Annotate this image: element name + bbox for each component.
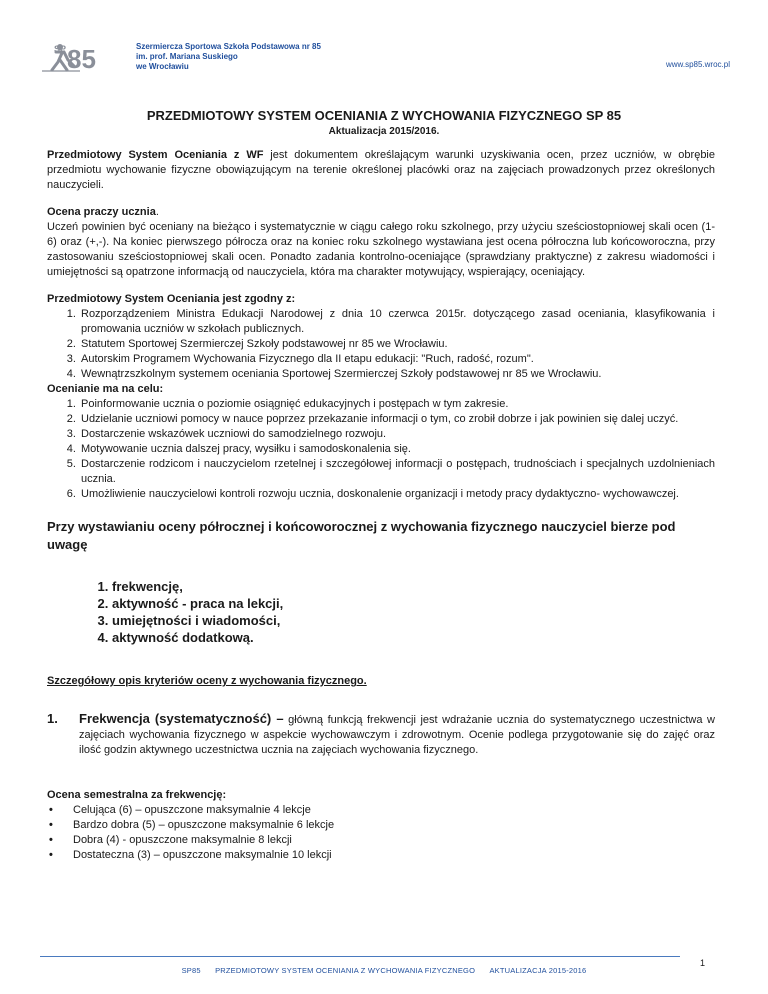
school-name: [136, 42, 321, 72]
list-item: 3. Dostarczenie wskazówek uczniowi do samodzielnego rozwoju.: [79, 427, 715, 442]
list-item: 1. Poinformowanie ucznia o poziomie osiągnięć edukacyjnych i postępach w tym zakresie.: [79, 397, 715, 412]
list-item: 2. Udzielanie uczniowi pomocy w nauce poprzez przekazanie informacji o tym, co zrobił dobrze i jak powinien się dalej uczyć.: [79, 412, 715, 427]
footer-left: SP85: [181, 966, 201, 975]
intro-text: jest dokumentem określającym warunki uzyskiwania ocen, przez uczniów, w obrębie przedmiotu wychowanie fizyczne obowiązującym na terenie określonej placówki oraz na zajęciach prowadzonych przez określonych nauczycieli.: [47, 149, 715, 191]
page-number: 1: [700, 958, 706, 968]
list-item: 4. Motywowanie ucznia dalszej pracy, wysiłku i samodoskonalenia się.: [79, 442, 715, 457]
list-item: • Celująca (6) – opuszczone maksymalnie 4 lekcje: [67, 803, 715, 818]
wystawianie-list: [47, 578, 715, 646]
ocena-pracy-heading: [47, 205, 715, 220]
list-item: 1. frekwencję,: [112, 578, 715, 595]
frekwencja-lead: Frekwencja (systematyczność) –: [79, 711, 284, 726]
list-item: 3. Autorskim Programem Wychowania Fizycznego dla II etapu edukacji: "Ruch, radość, rozum".: [79, 352, 715, 367]
svg-text:SP: SP: [54, 44, 67, 54]
frekwencja-number: 1.: [47, 711, 58, 726]
list-item: • Dostateczna (3) – opuszczone maksymalnie 10 lekcji: [67, 848, 715, 863]
list-item: 3. umiejętności i wiadomości,: [112, 612, 715, 629]
kryteria-heading: Szczegółowy opis kryteriów oceny z wychowania fizycznego.: [47, 675, 367, 687]
school-line-3: we Wrocławiu: [136, 62, 189, 71]
zgodny-list: [47, 307, 715, 382]
website-link[interactable]: www.sp85.wroc.pl: [665, 60, 730, 69]
page-footer: [0, 966, 768, 975]
list-item: 6. Umożliwienie nauczycielowi kontroli rozwoju ucznia, doskonalenie organizacji i metody pracy dydaktyczno- wychowawczej.: [79, 487, 715, 502]
list-item: 5. Dostarczenie rodzicom i nauczycielom rzetelnej i szczegółowej informacji o postępach, trudnościach i specjalnych uzdolnieniach ucznia.: [79, 457, 715, 487]
intro-bold: Przedmiotowy System Oceniania z WF: [47, 149, 264, 161]
cel-heading: Ocenianie ma na celu:: [47, 383, 164, 395]
list-item: 1. Rozporządzeniem Ministra Edukacji Narodowej z dnia 10 czerwca 2015r. dotyczącego zasad oceniania, klasyfikowania i promowania uczniów w szkołach publicznych.: [79, 307, 715, 337]
page-subtitle: Aktualizacja 2015/2016.: [328, 126, 440, 137]
ocena-pracy-heading-dot: .: [155, 206, 159, 218]
list-item: 4. aktywność dodatkową.: [112, 629, 715, 646]
document-body: [47, 148, 715, 863]
semestralna-heading: Ocena semestralna za frekwencję:: [47, 789, 227, 801]
footer-center: PRZEDMIOTOWY SYSTEM OCENIANIA Z WYCHOWANIA FIZYCZNEGO: [215, 966, 476, 975]
intro-paragraph: [47, 148, 715, 193]
school-logo: [40, 40, 136, 78]
list-item: 2. aktywność - praca na lekcji,: [112, 595, 715, 612]
school-line-2: im. prof. Mariana Suskiego: [136, 52, 238, 61]
frekwencja-section: [47, 711, 715, 758]
zgodny-heading: Przedmiotowy System Oceniania jest zgodny z:: [47, 293, 296, 305]
cel-list: [47, 397, 715, 502]
document-header: [40, 40, 730, 80]
page-title: PRZEDMIOTOWY SYSTEM OCENIANIA Z WYCHOWANIA FIZYCZNEGO SP 85: [146, 108, 622, 123]
list-item: • Dobra (4) - opuszczone maksymalnie 8 lekcji: [67, 833, 715, 848]
frekwencja-text: główną funkcją frekwencji jest wdrażanie ucznia do systematycznego uczestnictwa w zajęciach wychowania fizycznego w aspekcie wychowawczym i zdrowotnym. Ocenie podlega przygotowanie się do zajęć oraz ilość godzin aktywnego uczestnictwa ucznia na zajęciach wychowania fizycznego.: [79, 714, 715, 756]
footer-right: AKTUALIZACJA 2015-2016: [489, 966, 587, 975]
ocena-pracy-text: Uczeń powinien być oceniany na bieżąco i systematycznie w ciągu całego roku szkolnego, przy użyciu sześciostopniowej skali ocen (1-6) oraz (+,-). Na koniec pierwszego półrocza oraz na koniec roku szkolnego wystawiana jest ocena półroczna lub końcoworoczna, przy zastosowaniu sześciostopniowej skali ocen. Ponadto zadania kontrolno-oceniające (sprawdziany praktyczne) z zakresu wiadomości i umiejętności są opatrzone informacją od nauczyciela, która ma charakter motywujący, wspierający, oceniający.: [47, 221, 715, 278]
svg-text:85: 85: [67, 44, 96, 74]
list-item: • Bardzo dobra (5) – opuszczone maksymalnie 6 lekcje: [67, 818, 715, 833]
wystawianie-heading: Przy wystawianiu oceny półrocznej i końcoworocznej z wychowania fizycznego nauczyciel bierze pod uwagę: [47, 519, 676, 552]
semestralna-list: [47, 803, 715, 863]
list-item: 4. Wewnątrzszkolnym systemem oceniania Sportowej Szermierczej Szkoły podstawowej nr 85 we Wrocławiu.: [79, 367, 715, 382]
ocena-pracy-heading-text: Ocena praczy ucznia: [47, 206, 156, 218]
footer-divider: [40, 956, 680, 957]
school-line-1: Szermiercza Sportowa Szkoła Podstawowa nr 85: [136, 42, 321, 51]
list-item: 2. Statutem Sportowej Szermierczej Szkoły podstawowej nr 85 we Wrocławiu.: [79, 337, 715, 352]
